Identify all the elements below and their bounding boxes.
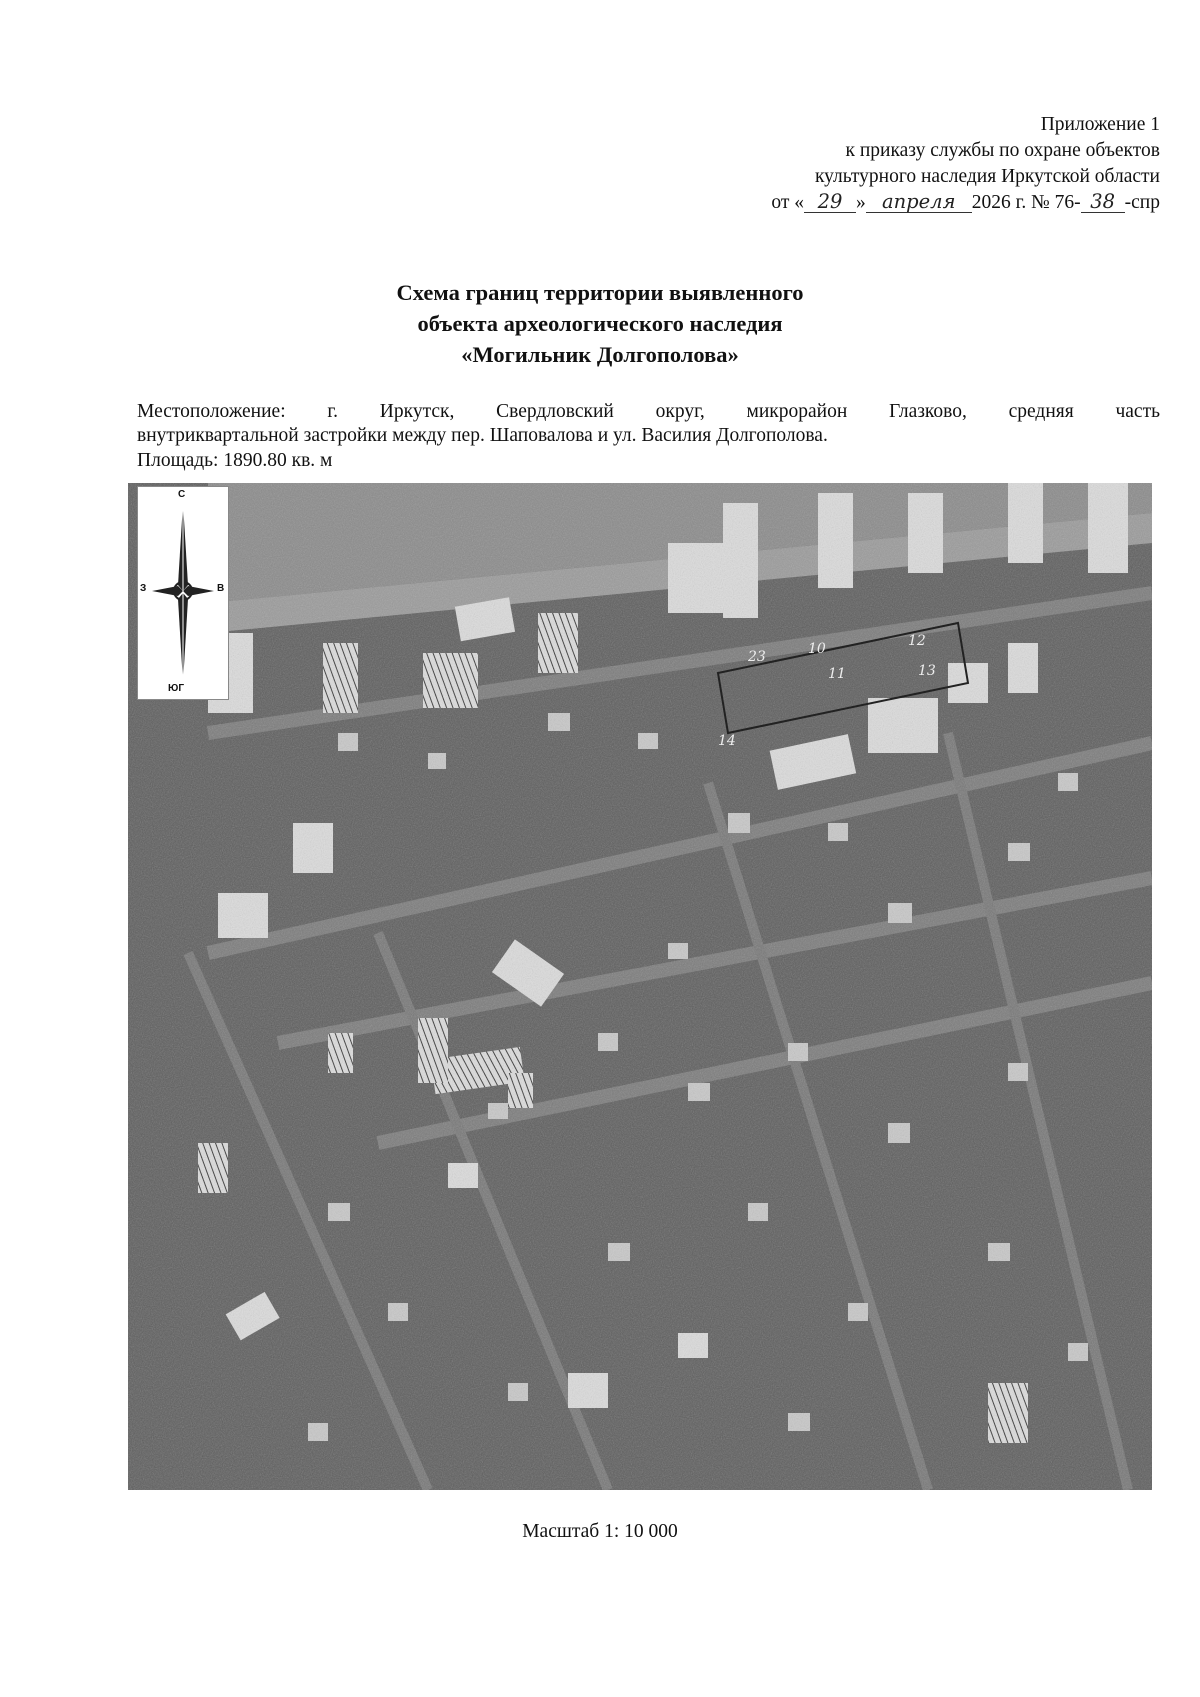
appendix-order-ref: к приказу службы по охране объектов bbox=[845, 140, 1160, 161]
appendix-header bbox=[771, 112, 1160, 216]
document-title bbox=[0, 277, 1200, 370]
handwritten-order-number: 38 bbox=[1081, 192, 1125, 213]
appendix-date-line bbox=[771, 190, 1160, 216]
title-line-2: объекта археологического наследия bbox=[417, 311, 783, 336]
handwritten-month: апреля bbox=[866, 192, 972, 213]
compass-icon bbox=[138, 487, 228, 699]
area-text: Площадь: 1890.80 кв. м bbox=[137, 450, 333, 471]
parcel-label: 10 bbox=[808, 641, 826, 657]
parcel-label: 11 bbox=[828, 666, 846, 682]
compass-rose bbox=[137, 486, 229, 700]
title-line-1: Схема границ территории выявленного bbox=[396, 280, 804, 305]
handwritten-day: 29 bbox=[804, 192, 856, 213]
compass-north-label: С bbox=[178, 489, 186, 500]
date-year: 2026 г. № 76- bbox=[971, 192, 1081, 213]
compass-east-label: В bbox=[217, 583, 225, 594]
parcel-label: 14 bbox=[718, 733, 736, 749]
title-line-3: «Могильник Долгополова» bbox=[461, 342, 739, 367]
location-text bbox=[137, 400, 1160, 448]
parcel-label: 13 bbox=[918, 663, 936, 679]
location-line-2: внутриквартальной застройки между пер. Шаповалова и ул. Василия Долгополова. bbox=[137, 425, 828, 446]
order-suffix: -спр bbox=[1124, 192, 1160, 213]
date-prefix: от « bbox=[771, 192, 804, 213]
parcel-label: 23 bbox=[748, 649, 766, 665]
compass-south-label: ЮГ bbox=[168, 683, 184, 694]
parcel-label: 12 bbox=[908, 633, 926, 649]
location-line-1: Местоположение: г. Иркутск, Свердловский округ, микрорайон Глазково, средняя часть bbox=[137, 401, 1160, 422]
map-image bbox=[128, 483, 1152, 1490]
compass-west-label: З bbox=[140, 583, 147, 594]
date-mid: » bbox=[856, 192, 866, 213]
map-scale: Масштаб 1: 10 000 bbox=[522, 1521, 678, 1542]
appendix-authority: культурного наследия Иркутской области bbox=[814, 166, 1160, 187]
satellite-map bbox=[128, 483, 1152, 1490]
appendix-number: Приложение 1 bbox=[1040, 114, 1160, 135]
